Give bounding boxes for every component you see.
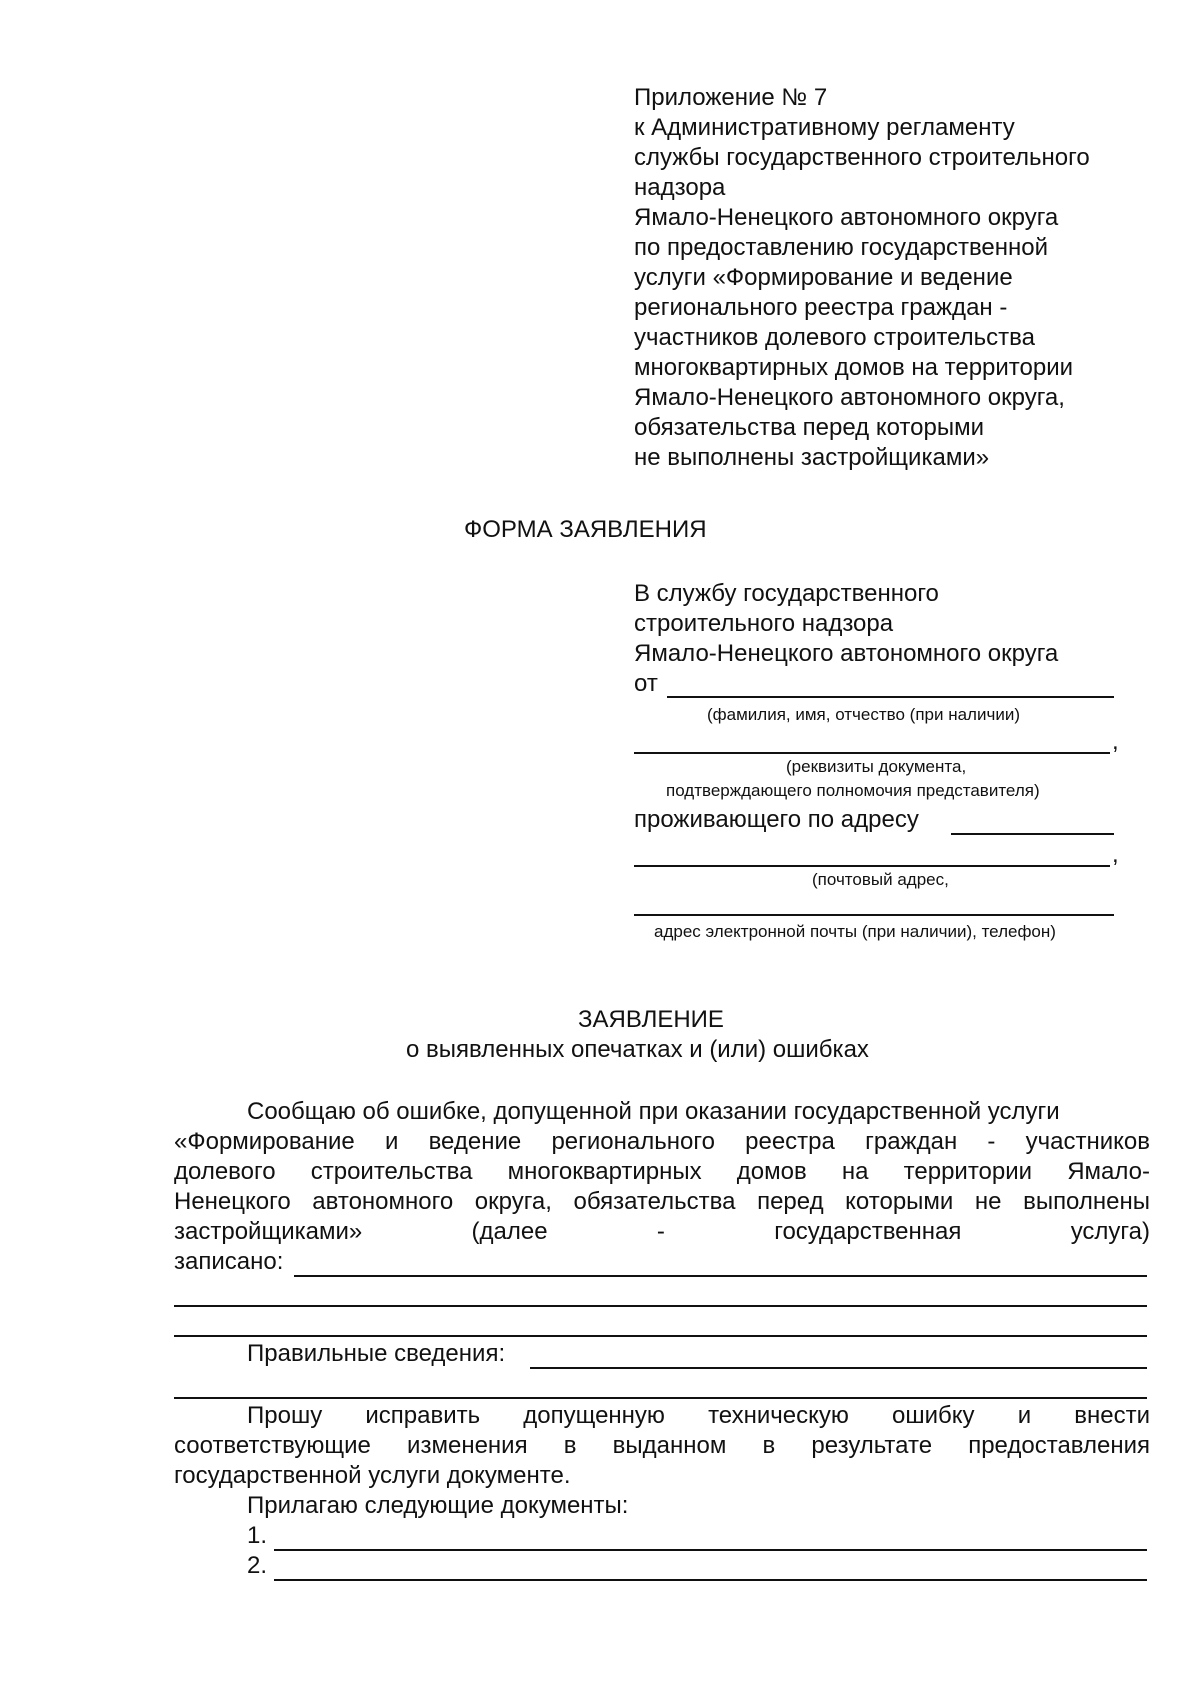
appendix-line: Ямало-Ненецкого автономного округа bbox=[634, 204, 1059, 231]
body-line: Прошу исправить допущенную техническую ошибку и внести bbox=[247, 1402, 1150, 1429]
from-label: от bbox=[634, 670, 658, 697]
appendix-line: Ямало-Ненецкого автономного округа, bbox=[634, 384, 1065, 411]
word: (далее bbox=[471, 1218, 548, 1245]
comma: , bbox=[1112, 841, 1119, 868]
doc-hint-2: подтверждающего полномочия представителя) bbox=[666, 781, 1040, 800]
attach-label: Прилагаю следующие документы: bbox=[247, 1492, 629, 1519]
word: государственная bbox=[774, 1218, 962, 1245]
body-line-justified bbox=[174, 1218, 1150, 1246]
comma: , bbox=[1112, 728, 1119, 755]
recorded-underline-3[interactable] bbox=[174, 1335, 1147, 1337]
doc-hint-1: (реквизиты документа, bbox=[786, 757, 967, 776]
appendix-line: по предоставлению государственной bbox=[634, 234, 1049, 261]
appendix-line: надзора bbox=[634, 174, 726, 201]
correct-label: Правильные сведения: bbox=[247, 1340, 506, 1367]
email-phone-underline[interactable] bbox=[634, 914, 1114, 916]
body-line: Ненецкого автономного округа, обязательства перед которыми не выполнены bbox=[174, 1188, 1150, 1215]
word: услуга) bbox=[1070, 1218, 1150, 1245]
appendix-line: многоквартирных домов на территории bbox=[634, 354, 1074, 381]
appendix-line: к Административному регламенту bbox=[634, 114, 1015, 141]
address-underline-2[interactable] bbox=[634, 865, 1110, 867]
statement-subtitle: о выявленных опечатках и (или) ошибках bbox=[406, 1036, 869, 1063]
body-line: долевого строительства многоквартирных домов на территории Ямало- bbox=[174, 1158, 1150, 1185]
representative-doc-underline[interactable] bbox=[634, 752, 1110, 754]
fio-underline[interactable] bbox=[667, 696, 1114, 698]
addressee-line: В службу государственного bbox=[634, 580, 939, 607]
word: - bbox=[656, 1218, 665, 1245]
form-title: ФОРМА ЗАЯВЛЕНИЯ bbox=[464, 516, 707, 543]
postal-hint: (почтовый адрес, bbox=[812, 870, 949, 889]
address-underline-1[interactable] bbox=[951, 833, 1114, 835]
appendix-line: не выполнены застройщиками» bbox=[634, 444, 990, 471]
statement-title: ЗАЯВЛЕНИЕ bbox=[578, 1006, 724, 1033]
correct-underline-2[interactable] bbox=[174, 1397, 1147, 1399]
addressee-line: Ямало-Ненецкого автономного округа bbox=[634, 640, 1059, 667]
recorded-underline-2[interactable] bbox=[174, 1305, 1147, 1307]
body-line: соответствующие изменения в выданном в результате предоставления bbox=[174, 1432, 1150, 1459]
word: застройщиками» bbox=[174, 1218, 363, 1245]
attach-item-number: 2. bbox=[247, 1552, 268, 1579]
attach-item-underline-2[interactable] bbox=[274, 1579, 1147, 1581]
appendix-line: регионального реестра граждан - bbox=[634, 294, 1008, 321]
appendix-line: Приложение № 7 bbox=[634, 84, 828, 111]
addressee-line: строительного надзора bbox=[634, 610, 894, 637]
appendix-line: службы государственного строительного bbox=[634, 144, 1090, 171]
recorded-label: записано: bbox=[174, 1248, 284, 1275]
correct-underline-1[interactable] bbox=[530, 1367, 1147, 1369]
recorded-underline-1[interactable] bbox=[294, 1275, 1147, 1277]
attach-item-number: 1. bbox=[247, 1522, 268, 1549]
appendix-line: услуги «Формирование и ведение bbox=[634, 264, 1013, 291]
residing-label: проживающего по адресу bbox=[634, 806, 919, 833]
appendix-line: участников долевого строительства bbox=[634, 324, 1035, 351]
body-line: государственной услуги документе. bbox=[174, 1462, 571, 1489]
attach-item-underline-1[interactable] bbox=[274, 1549, 1147, 1551]
body-line: Сообщаю об ошибке, допущенной при оказании государственной услуги bbox=[247, 1098, 1060, 1125]
fio-hint: (фамилия, имя, отчество (при наличии) bbox=[707, 705, 1020, 724]
body-line: «Формирование и ведение регионального реестра граждан - участников bbox=[174, 1128, 1150, 1155]
appendix-line: обязательства перед которыми bbox=[634, 414, 985, 441]
email-hint: адрес электронной почты (при наличии), телефон) bbox=[654, 922, 1056, 941]
